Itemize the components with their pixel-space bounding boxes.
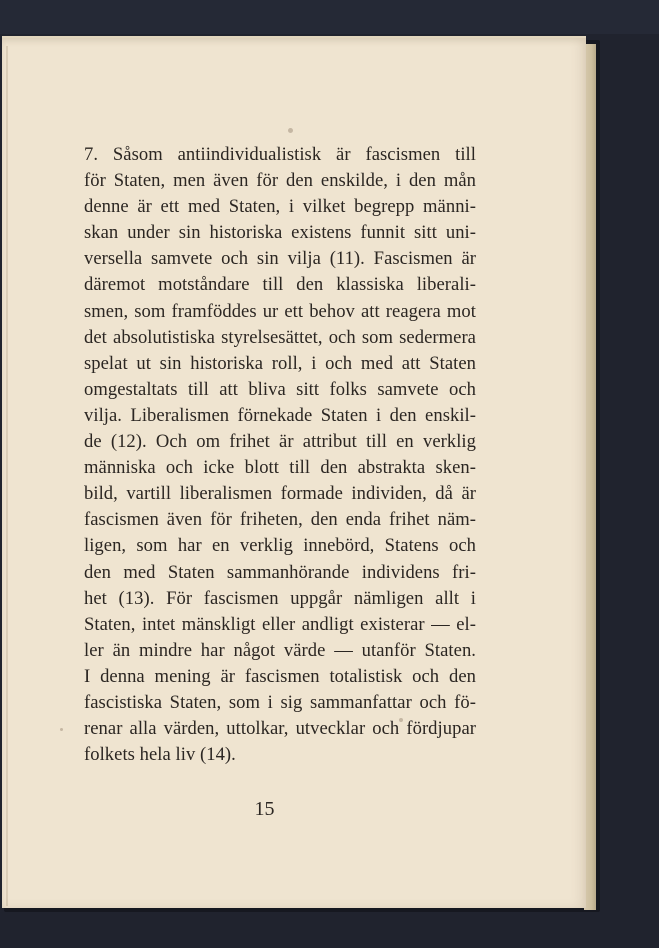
paper-speck (60, 728, 63, 731)
text-line: ligen, som har en verklig innebörd, Statens och (84, 535, 476, 557)
text-line: människa och icke blott till den abstrakta sken- (84, 457, 476, 479)
text-line: het (13). För fascismen uppgår nämligen allt i (84, 587, 476, 609)
paper-speck (288, 128, 293, 133)
text-line: omgestaltats till att bliva sitt folks samvete och (84, 378, 476, 400)
text-line: den med Staten sammanhörande individens fri- (84, 561, 476, 583)
text-line: ler än mindre har något värde — utanför Staten. (84, 639, 476, 661)
text-line: de (12). Och om frihet är attribut till en verklig (84, 431, 476, 453)
text-line: fascismen även för friheten, den enda frihet näm- (84, 509, 476, 531)
text-line: versella samvete och sin vilja (11). Fascismen är (84, 248, 476, 270)
page-gutter-line (6, 46, 8, 906)
text-line: bild, vartill liberalismen formade individen, då är (84, 483, 476, 505)
text-line: denne är ett med Staten, i vilket begrepp männi- (84, 196, 476, 218)
text-line: Staten, intet mänskligt eller andligt existerar — el- (84, 613, 476, 635)
text-line: fascistiska Staten, som i sig sammanfattar och fö- (84, 691, 476, 713)
text-line: det absolutistiska styrelsesättet, och som sedermera (84, 326, 476, 348)
body-text (84, 142, 476, 768)
text-line: folkets hela liv (14). (84, 744, 236, 766)
scan-top-edge (0, 0, 659, 34)
text-line: för Staten, men även för den enskilde, i den mån (84, 170, 476, 192)
text-line: skan under sin historiska existens funnit sitt uni- (84, 222, 476, 244)
page-number: 15 (254, 798, 275, 820)
text-line: däremot motståndare till den klassiska liberali- (84, 274, 476, 296)
text-line: 7. Såsom antiindividualistisk är fascismen till (84, 144, 476, 165)
text-line: I denna mening är fascismen totalistisk och den (84, 665, 476, 687)
text-line: spelat ut sin historiska roll, i och med att Staten (84, 352, 476, 374)
text-line: renar alla värden, uttolkar, utvecklar och fördjupar (84, 718, 476, 740)
text-line: vilja. Liberalismen förnekade Staten i den enskil- (84, 404, 476, 426)
text-line: smen, som framföddes ur ett behov att reagera mot (84, 300, 476, 322)
